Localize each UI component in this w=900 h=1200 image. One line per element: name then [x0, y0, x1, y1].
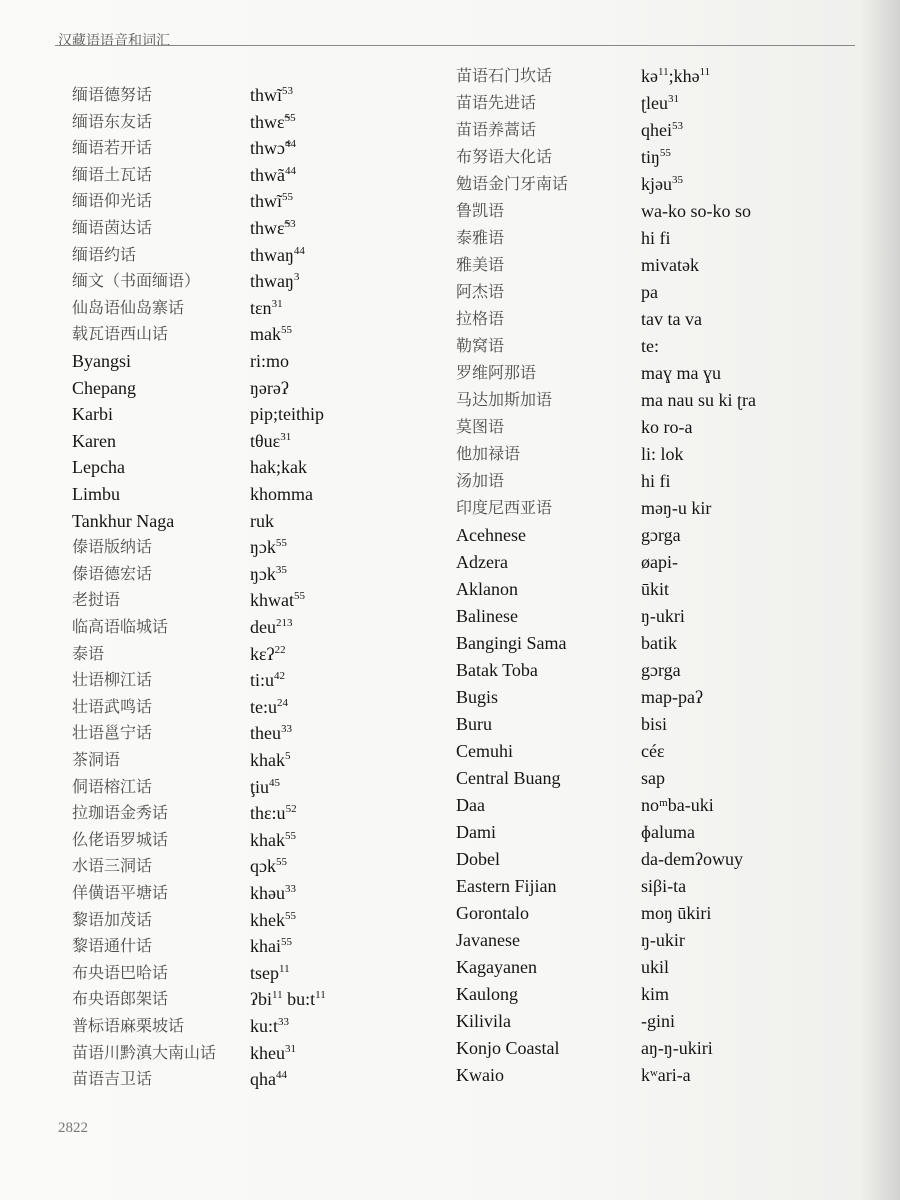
- word-form: [250, 855, 287, 877]
- word-form: [250, 962, 290, 984]
- tone-number: 44: [285, 138, 296, 151]
- word-form: [250, 988, 326, 1010]
- tone-number: 42: [274, 670, 286, 683]
- language-name: Byangsi: [72, 351, 132, 371]
- word-form: [250, 456, 307, 478]
- word-form: [641, 902, 711, 924]
- word-form: [641, 1037, 713, 1059]
- form-text: ri:mo: [250, 351, 289, 371]
- language-name: Kagayanen: [456, 957, 537, 977]
- page-edge-shadow: [860, 0, 900, 1200]
- language-name: Cemuhi: [456, 741, 513, 761]
- language-name: Acehnese: [456, 525, 526, 545]
- word-form: [641, 1010, 675, 1032]
- word-form: [641, 956, 669, 978]
- word-form: [250, 722, 292, 744]
- word-form: [250, 323, 292, 345]
- form-text: map-paʔ: [641, 687, 703, 707]
- word-form: [250, 1015, 289, 1037]
- word-form: [250, 111, 296, 133]
- form-text: kʷari-a: [641, 1065, 691, 1085]
- tone-number: 52: [285, 803, 297, 816]
- form-text: kɛʔ: [250, 643, 275, 664]
- language-name: Chepang: [72, 377, 136, 398]
- language-name: 缅语东友话: [72, 111, 153, 131]
- form-text: tɛn: [250, 297, 272, 318]
- tone-number: 31: [271, 297, 283, 310]
- word-form: [641, 254, 699, 276]
- tone-number: 55: [276, 856, 287, 869]
- language-name: 壮语武鸣话: [72, 696, 153, 716]
- form-text: khak: [250, 750, 285, 770]
- tone-number-2: 11: [315, 989, 326, 1002]
- word-form: [250, 882, 296, 904]
- language-name: 阿杰语: [456, 282, 505, 301]
- language-name: Lepcha: [72, 457, 125, 478]
- running-header: 汉藏语语音和词汇: [58, 33, 170, 49]
- tone-number: 55: [281, 936, 292, 949]
- language-name: 缅文（书面缅语）: [72, 271, 201, 291]
- language-name: 壮语柳江话: [72, 670, 153, 690]
- form-text: kjəu: [641, 174, 672, 194]
- language-name: 泰雅语: [456, 228, 505, 247]
- tone-number: 5: [285, 750, 291, 762]
- language-name: 缅语若开话: [72, 138, 153, 158]
- language-name: Kaulong: [456, 984, 518, 1004]
- form-text: pip;teithip: [250, 404, 324, 425]
- word-form: [250, 483, 313, 505]
- language-name: 马达加斯加语: [456, 390, 553, 409]
- form-text: tsep: [250, 962, 279, 983]
- form-text: qɔk: [250, 856, 276, 877]
- language-name: 布央语郎架话: [72, 989, 169, 1009]
- language-name: 布努语大化话: [456, 147, 553, 166]
- word-form: [641, 1064, 691, 1086]
- word-form: [641, 605, 685, 627]
- form-text: ukil: [641, 957, 670, 977]
- form-text: ruk: [250, 510, 274, 531]
- word-form: [250, 563, 287, 585]
- form-text: ko ro-a: [641, 417, 693, 437]
- form-text: te:u: [250, 696, 277, 717]
- tone-number: 33: [281, 723, 292, 736]
- form-text: ţiu: [250, 776, 270, 797]
- language-name: 拉珈语金秀话: [72, 803, 169, 823]
- language-name: Buru: [456, 714, 492, 734]
- form-text: ŋɔk: [250, 537, 276, 558]
- language-name: Gorontalo: [456, 903, 529, 923]
- tone-number-2: 11: [699, 66, 711, 78]
- word-form: [250, 1042, 296, 1064]
- language-name: Adzera: [456, 552, 508, 572]
- tone-number: 35: [275, 563, 287, 576]
- language-name: 缅语德努话: [72, 85, 153, 104]
- tone-number: 33: [285, 883, 296, 895]
- language-name: 载瓦语西山话: [72, 324, 169, 344]
- form-text: khek: [250, 909, 285, 930]
- form-text: khai: [250, 936, 281, 957]
- language-name: 苗语石门坎话: [456, 66, 553, 85]
- form-text: batik: [641, 633, 677, 653]
- tone-number: 11: [279, 962, 290, 975]
- word-form: [641, 308, 702, 330]
- language-name: 苗语先进话: [456, 93, 537, 112]
- word-form: [641, 686, 703, 708]
- language-name: 汤加语: [456, 471, 505, 490]
- tone-number: 53: [672, 120, 683, 132]
- tone-number: 22: [274, 643, 286, 656]
- form-text: hak;kak: [250, 457, 307, 478]
- word-form: [641, 794, 714, 816]
- form-text: tθuɛ: [250, 430, 281, 451]
- language-name: 佯僙语平塘话: [72, 883, 169, 902]
- language-name: Tankhur Naga: [72, 510, 175, 531]
- language-name: 黎语通什话: [72, 936, 153, 956]
- tone-number: 35: [672, 174, 683, 186]
- form-text: li: lok: [641, 444, 684, 464]
- language-name: 苗语养蒿话: [456, 120, 537, 139]
- word-form: [250, 909, 296, 931]
- form-text: -gini: [641, 1011, 675, 1031]
- language-name: Javanese: [456, 930, 520, 950]
- word-form: [641, 821, 695, 843]
- form-text: khak: [250, 829, 285, 850]
- tone-number: 45: [269, 776, 281, 789]
- form-text: qha: [250, 1069, 276, 1090]
- form-text: da-demʔowuy: [641, 849, 743, 869]
- language-name: 仫佬语罗城话: [72, 829, 169, 849]
- tone-number: 31: [668, 93, 679, 105]
- word-form: [641, 767, 665, 789]
- tone-number: 213: [276, 617, 293, 629]
- form-text: ŋərəʔ: [250, 377, 289, 398]
- language-name: Dami: [456, 822, 496, 842]
- word-form: [250, 244, 305, 266]
- form-text: mivatək: [641, 255, 699, 275]
- word-form: [641, 578, 669, 600]
- tone-number: 11: [658, 66, 669, 78]
- word-form: [641, 875, 686, 897]
- language-name: 临高语临城话: [72, 617, 169, 636]
- tone-number: 55: [275, 537, 287, 550]
- form-text: thwɛ̃: [250, 111, 285, 132]
- tone-number: 55: [281, 324, 292, 337]
- word-form: [641, 92, 679, 114]
- word-form: [250, 430, 291, 452]
- word-form: [641, 470, 671, 492]
- form-text: ɸaluma: [641, 822, 695, 842]
- form-text: hi fi: [641, 471, 671, 491]
- word-form: [641, 146, 671, 168]
- tone-number: 55: [285, 909, 296, 922]
- form-text: thɛ:u: [250, 803, 286, 824]
- language-name: Karbi: [72, 404, 113, 425]
- form-text: khomma: [250, 484, 313, 504]
- form-text: thwaŋ: [250, 271, 294, 292]
- language-name: 傣语德宏话: [72, 563, 153, 583]
- word-form: [641, 281, 658, 303]
- language-name: 缅语约话: [72, 244, 137, 264]
- form-text: kim: [641, 984, 670, 1004]
- word-form: [641, 65, 710, 87]
- language-name: Daa: [456, 795, 485, 815]
- word-form: [250, 297, 283, 319]
- language-name: Konjo Coastal: [456, 1038, 560, 1058]
- word-form: [641, 389, 756, 411]
- form-text: ku:t: [250, 1016, 279, 1036]
- word-form: [250, 137, 296, 159]
- word-form: [641, 119, 683, 141]
- form-text: ūkit: [641, 579, 670, 599]
- form-text: tiŋ: [641, 147, 660, 167]
- form-text: céɛ: [641, 741, 665, 761]
- header-rule: [55, 45, 855, 46]
- word-form: [641, 929, 685, 951]
- tone-number: 3: [293, 271, 300, 284]
- word-form: [641, 740, 665, 762]
- form-text: moŋ ūkiri: [641, 903, 712, 923]
- tone-number: 44: [293, 244, 305, 257]
- language-name: 缅语茵达话: [72, 218, 153, 237]
- language-name: 仙岛语仙岛寨话: [72, 297, 185, 317]
- form-text: siβi-ta: [641, 876, 687, 896]
- form-text: mak: [250, 324, 281, 345]
- tone-number: 53: [282, 85, 294, 97]
- word-form: [250, 84, 293, 106]
- page-number: 2822: [58, 1120, 88, 1136]
- word-form: [641, 551, 678, 573]
- language-name: Kilivila: [456, 1011, 511, 1031]
- word-form: [641, 983, 669, 1005]
- form-text-2: bu:t: [287, 989, 316, 1010]
- tone-number: 55: [282, 191, 294, 204]
- form-text: thwaŋ: [250, 244, 294, 265]
- language-name: 他加禄语: [456, 444, 521, 463]
- word-form: [641, 497, 711, 519]
- language-name: 印度尼西亚语: [456, 498, 553, 517]
- form-text-2: ;khə: [668, 66, 700, 86]
- word-form: [641, 443, 684, 465]
- form-text: thwĩ: [250, 85, 283, 105]
- language-name: 苗语吉卫话: [72, 1069, 153, 1089]
- language-name: 普标语麻栗坡话: [72, 1016, 185, 1035]
- tone-number: 55: [284, 111, 296, 124]
- language-name: Balinese: [456, 606, 518, 626]
- language-name: 壮语邕宁话: [72, 723, 153, 743]
- form-text: pa: [641, 282, 658, 302]
- language-name: 勉语金门牙南话: [456, 174, 569, 193]
- word-form: [641, 227, 671, 249]
- form-text: gɔrga: [641, 525, 681, 545]
- word-form: [250, 510, 274, 532]
- form-text: noᵐba-uki: [641, 795, 714, 815]
- form-text: khəu: [250, 883, 285, 903]
- word-form: [250, 403, 324, 425]
- form-text: ma nau su ki ʈra: [641, 390, 756, 410]
- word-form: [250, 164, 296, 186]
- word-form: [250, 536, 287, 558]
- language-name: 鲁凯语: [456, 201, 505, 220]
- language-name: 罗维阿那语: [456, 363, 537, 382]
- word-form: [250, 190, 293, 212]
- language-name: Dobel: [456, 849, 500, 869]
- language-name: Kwaio: [456, 1065, 504, 1085]
- form-text: məŋ-u kir: [641, 498, 712, 518]
- form-text: ŋ-ukri: [641, 606, 685, 626]
- word-form: [641, 335, 659, 357]
- language-name: 老挝语: [72, 590, 121, 610]
- form-text: te:: [641, 336, 659, 356]
- word-form: [250, 1068, 287, 1090]
- word-form: [250, 749, 291, 771]
- word-form: [250, 829, 296, 851]
- language-name: Bangingi Sama: [456, 633, 567, 653]
- word-form: [250, 776, 280, 798]
- form-text: khwat: [250, 590, 294, 611]
- word-form: [250, 270, 299, 292]
- form-text: thwã: [250, 164, 285, 185]
- word-form: [641, 524, 681, 546]
- form-text: tav ta va: [641, 309, 702, 329]
- language-name: Eastern Fijian: [456, 876, 557, 896]
- word-form: [250, 377, 289, 399]
- form-text: ŋɔk: [250, 563, 276, 584]
- word-form: [250, 589, 305, 611]
- language-name: 布央语巴哈话: [72, 962, 169, 982]
- form-text: ŋ-ukir: [641, 930, 685, 950]
- word-form: [250, 669, 285, 691]
- form-text: ti:u: [250, 670, 275, 691]
- language-name: 傣语版纳话: [72, 537, 153, 557]
- word-form: [250, 643, 286, 665]
- form-text: thwɔ̃: [250, 138, 285, 159]
- language-name: 雅美语: [456, 255, 505, 274]
- form-text: ʈleu: [641, 93, 668, 113]
- form-text: bisi: [641, 714, 668, 734]
- tone-number: 44: [276, 1069, 287, 1082]
- form-text: deu: [250, 617, 276, 637]
- word-form: [641, 659, 681, 681]
- tone-number: 55: [294, 590, 305, 603]
- word-form: [641, 200, 751, 222]
- word-form: [250, 217, 296, 239]
- form-text: wa-ko so-ko so: [641, 201, 751, 221]
- word-form: [641, 362, 721, 384]
- form-text: ʔbi: [250, 989, 272, 1010]
- word-form: [250, 350, 289, 372]
- word-form: [641, 416, 692, 438]
- form-text: gɔrga: [641, 660, 681, 680]
- form-text: øapi-: [641, 552, 678, 572]
- tone-number: 11: [272, 989, 283, 1002]
- form-text: theu: [250, 723, 281, 744]
- tone-number: 31: [280, 430, 292, 443]
- tone-number: 53: [284, 218, 296, 230]
- word-form: [250, 802, 297, 824]
- form-text: kheu: [250, 1042, 285, 1063]
- form-text: thwĩ: [250, 191, 283, 212]
- language-name: Bugis: [456, 687, 499, 707]
- language-name: Aklanon: [456, 579, 518, 599]
- language-name: 勒窝语: [456, 336, 505, 355]
- language-name: 莫图语: [456, 417, 505, 436]
- tone-number: 24: [277, 696, 288, 709]
- tone-number: 33: [278, 1016, 290, 1028]
- language-name: Limbu: [72, 484, 120, 504]
- language-name: 苗语川黔滇大南山话: [72, 1042, 217, 1062]
- language-name: 水语三洞话: [72, 856, 153, 876]
- word-form: [250, 696, 288, 718]
- word-form: [641, 713, 667, 735]
- tone-number: 55: [659, 147, 671, 159]
- form-text: thwɛ̃: [250, 218, 285, 238]
- language-name: Central Buang: [456, 768, 561, 788]
- language-name: 缅语土瓦话: [72, 164, 153, 184]
- language-name: 泰语: [72, 643, 105, 663]
- form-text: qhei: [641, 120, 672, 140]
- form-text: kə: [641, 66, 658, 86]
- tone-number: 44: [285, 164, 296, 177]
- word-form: [641, 848, 743, 870]
- tone-number: 55: [285, 829, 296, 842]
- language-name: Karen: [72, 430, 116, 451]
- language-name: 拉格语: [456, 309, 505, 328]
- word-form: [641, 173, 683, 195]
- word-form: [250, 616, 293, 638]
- language-name: 茶洞语: [72, 750, 121, 769]
- language-name: 侗语榕江话: [72, 776, 153, 796]
- word-form: [641, 632, 677, 654]
- form-text: sap: [641, 768, 665, 788]
- word-form: [250, 935, 292, 957]
- language-name: Batak Toba: [456, 660, 538, 680]
- language-name: 缅语仰光话: [72, 191, 153, 211]
- form-text: aŋ-ŋ-ukiri: [641, 1038, 713, 1058]
- tone-number: 31: [285, 1042, 296, 1055]
- form-text: hi fi: [641, 228, 671, 248]
- language-name: 黎语加茂话: [72, 909, 153, 929]
- form-text: maɣ ma ɣu: [641, 363, 721, 383]
